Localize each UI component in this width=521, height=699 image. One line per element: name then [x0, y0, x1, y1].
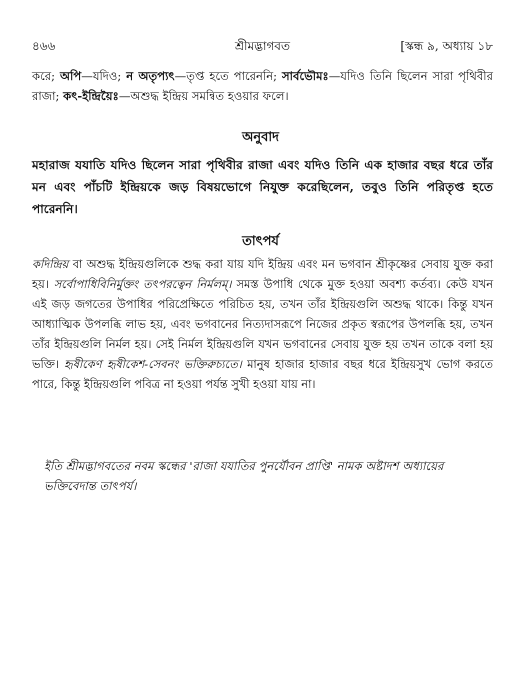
- purport-quote: সর্বোপাধিবিনির্মুক্তং তৎপরত্বেন নির্মলম্।: [53, 277, 232, 291]
- purport-paragraph: [32, 254, 493, 394]
- synonym-term: সার্বভৌমঃ: [281, 69, 329, 83]
- purport-segment: সমস্ত উপাধি থেকে মুক্ত হওয়া অবশ্য কর্তব্য। কেউ যখন এই জড় জগতের উপাধির পরিপ্রেক্ষিতে পরিচিত হয়, তখন তাঁর ইন্দ্রিয়গুলি অশুদ্ধ থাকে। কিন্তু যখন আধ্যাত্মিক উপলব্ধি লাভ হয়, এবং ভগবানের নিত্যদাসরূপে নিজের প্রকৃত স্বরূপের উপলব্ধি হয়, তখন তাঁর ইন্দ্রিয়গুলি নির্মল হয়। সেই নির্মল ইন্দ্রিয়গুলি যখন ভগবানের সেবায় যুক্ত হয় তখন তাকে বলা হয় ভক্তি।: [32, 277, 493, 371]
- translation-heading: অনুবাদ: [242, 130, 279, 145]
- purport-segment: বা অশুদ্ধ ইন্দ্রিয়গুলিকে শুদ্ধ করা যায় যদি ইন্দ্রিয় এবং মন ভগবান শ্রীকৃষ্ণের সেবায় যুক্ত করা হয়।: [32, 257, 493, 291]
- synonyms-paragraph: [32, 66, 493, 106]
- chapter-colophon: ইতি শ্রীমদ্ভাগবতের নবম স্কন্ধের 'রাজা যযাতির পুনর্যৌবন প্রাপ্তি' নামক অষ্টাদশ অধ্যায়ের ভক্তিবেদান্ত তাৎপর্য।: [44, 459, 444, 493]
- purport-segment: মানুষ হাজার হাজার বছর ধরে ইন্দ্রিয়সুখ ভোগ করতে পারে, কিন্তু ইন্দ্রিয়গুলি পবিত্র না হওয়া পর্যন্ত সুখী হওয়া যায় না।: [32, 357, 493, 391]
- synonym-segment: —যদিও তিনি ছিলেন সারা পৃথিবীর রাজা;: [32, 69, 493, 103]
- synonym-segment: —যদিও;: [81, 69, 127, 83]
- chapter-reference: [স্কন্ধ ৯, অধ্যায় ১৮: [400, 39, 493, 53]
- page-header: [32, 38, 493, 56]
- page-number: ৪৬৬: [32, 39, 56, 53]
- synonym-term: অপি: [59, 69, 82, 83]
- purport-heading: তাৎপর্য: [242, 234, 279, 249]
- book-title: শ্রীমদ্ভাগবত: [234, 39, 290, 53]
- purport-quote: হৃষীকেণ হৃষীকেশ-সেবনং ভক্তিরুচ্যতে।: [64, 357, 242, 371]
- synonym-segment: —অশুদ্ধ ইন্দ্রিয় সমন্বিত হওয়ার ফলে।: [118, 89, 289, 103]
- synonym-segment: —তৃপ্ত হতে পারেননি;: [174, 69, 282, 83]
- synonym-segment: করে;: [32, 69, 60, 83]
- synonym-term: কৎ-ইন্দ্রিয়ৈঃ: [63, 89, 119, 103]
- translation-text: মহারাজ যযাতি যদিও ছিলেন সারা পৃথিবীর রাজা এবং যদিও তিনি এক হাজার বছর ধরে তাঁর মন এবং পাঁচটি ইন্দ্রিয়কে জড় বিষয়ভোগে নিযুক্ত করেছিলেন, তবুও তিনি পরিতৃপ্ত হতে পারেননি।: [32, 158, 493, 216]
- purport-quote: কদিন্দ্রিয়: [32, 257, 69, 271]
- synonym-term: ন অতৃপ্যৎ: [126, 69, 175, 83]
